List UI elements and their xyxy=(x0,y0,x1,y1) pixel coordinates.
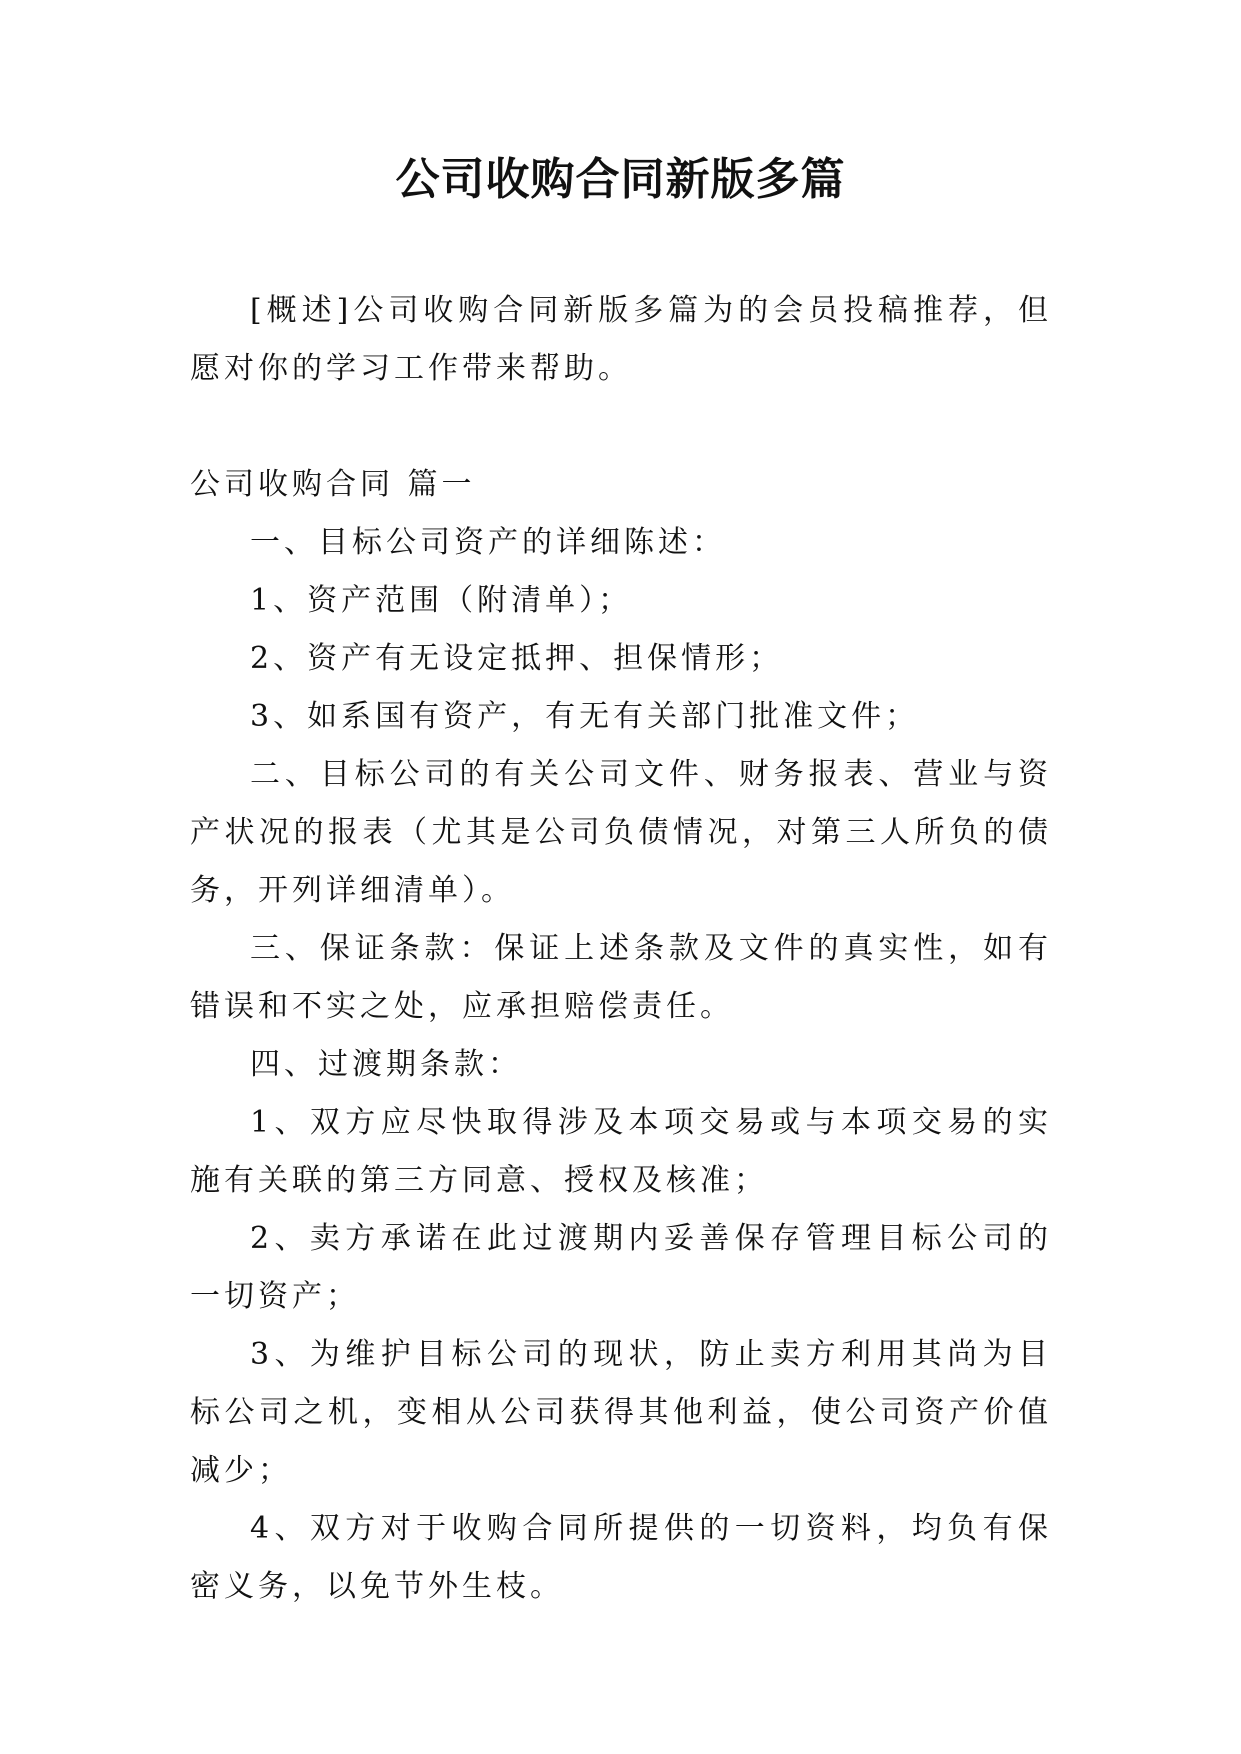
document-body xyxy=(190,282,1052,1616)
clause-1: 一、目标公司资产的详细陈述： xyxy=(250,525,726,560)
summary-paragraph: [概述]公司收购合同新版多篇为的会员投稿推荐，但愿对你的学习工作带来帮助。 xyxy=(190,293,1052,386)
clause-1-item-3: 3、如系国有资产，有无有关部门批准文件； xyxy=(250,699,920,734)
clause-4-item-2: 2、卖方承诺在此过渡期内妥善保存管理目标公司的一切资产； xyxy=(190,1221,1052,1314)
clause-4-item-4: 4、双方对于收购合同所提供的一切资料，均负有保密义务，以免节外生枝。 xyxy=(190,1511,1052,1604)
clause-2: 二、目标公司的有关公司文件、财务报表、营业与资产状况的报表（尤其是公司负债情况，对第三人所负的债务，开列详细清单）。 xyxy=(190,757,1052,908)
clause-4: 四、过渡期条款： xyxy=(250,1047,522,1082)
section-heading: 公司收购合同 篇一 xyxy=(190,467,476,502)
clause-1-item-1: 1、资产范围（附清单）； xyxy=(250,583,633,618)
clause-4-item-3: 3、为维护目标公司的现状，防止卖方利用其尚为目标公司之机，变相从公司获得其他利益，使公司资产价值减少； xyxy=(190,1337,1052,1488)
clause-4-item-1: 1、双方应尽快取得涉及本项交易或与本项交易的实施有关联的第三方同意、授权及核准； xyxy=(190,1105,1052,1198)
clause-1-item-2: 2、资产有无设定抵押、担保情形； xyxy=(250,641,784,676)
clause-3: 三、保证条款：保证上述条款及文件的真实性，如有错误和不实之处，应承担赔偿责任。 xyxy=(190,931,1052,1024)
blank-line xyxy=(190,398,1052,456)
document-title: 公司收购合同新版多篇 xyxy=(395,154,846,205)
